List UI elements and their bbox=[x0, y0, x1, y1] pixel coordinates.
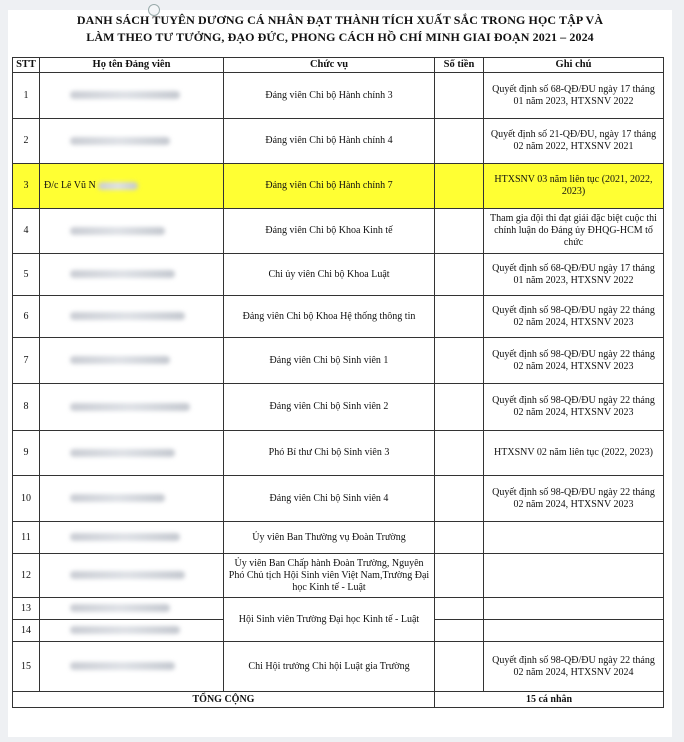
member-name: Đ/c Lê Vũ N bbox=[44, 179, 96, 191]
table-row bbox=[13, 476, 664, 522]
header-amount: Số tiền bbox=[435, 58, 484, 73]
cell-stt: 12 bbox=[13, 554, 40, 598]
redacted-name bbox=[70, 626, 180, 634]
cell-amount bbox=[435, 598, 484, 620]
cell-note: Quyết định số 21-QĐ/ĐU, ngày 17 tháng 02 năm 2022, HTXSNV 2021 bbox=[484, 119, 664, 164]
header-role: Chức vụ bbox=[224, 58, 435, 73]
table-row bbox=[13, 119, 664, 164]
cell-role: Đảng viên Chi bộ Hành chính 4 bbox=[224, 119, 435, 164]
cell-amount bbox=[435, 296, 484, 338]
redacted-name bbox=[70, 356, 170, 364]
cell-role-merged: Hội Sinh viên Trường Đại học Kinh tế - Luật bbox=[224, 598, 435, 642]
cell-amount bbox=[435, 522, 484, 554]
cell-stt: 10 bbox=[13, 476, 40, 522]
table-row bbox=[13, 338, 664, 384]
cell-role: Đảng viên Chi bộ Khoa Hệ thống thông tin bbox=[224, 296, 435, 338]
cell-name-redacted bbox=[40, 254, 224, 296]
cell-stt: 2 bbox=[13, 119, 40, 164]
cell-note: Quyết định số 98-QĐ/ĐU ngày 22 tháng 02 năm 2024, HTXSNV 2023 bbox=[484, 476, 664, 522]
redacted-name bbox=[70, 494, 165, 502]
document-sheet bbox=[8, 10, 672, 737]
title-line-2: LÀM THEO TƯ TƯỞNG, ĐẠO ĐỨC, PHONG CÁCH HỒ CHÍ MINH GIAI ĐOẠN 2021 – 2024 bbox=[86, 30, 594, 44]
cell-role: Đảng viên Chi bộ Sinh viên 1 bbox=[224, 338, 435, 384]
redacted-name bbox=[70, 270, 175, 278]
cell-stt: 7 bbox=[13, 338, 40, 384]
redacted-name bbox=[70, 604, 170, 612]
total-row bbox=[13, 692, 664, 708]
cell-stt: 9 bbox=[13, 431, 40, 476]
table-row bbox=[13, 254, 664, 296]
cell-name-redacted bbox=[40, 209, 224, 254]
cell-role: Đảng viên Chi bộ Hành chính 7 bbox=[224, 164, 435, 209]
redacted-name bbox=[70, 403, 190, 411]
cell-role: Đảng viên Chi bộ Sinh viên 2 bbox=[224, 384, 435, 431]
cell-role: Ủy viên Ban Chấp hành Đoàn Trường, Nguyên Phó Chủ tịch Hội Sinh viên Việt Nam,Trường Đại học Kinh tế - Luật bbox=[224, 554, 435, 598]
redacted-name bbox=[70, 227, 165, 235]
cell-name-redacted bbox=[40, 522, 224, 554]
commendation-table bbox=[12, 57, 664, 708]
redacted-name-suffix bbox=[98, 182, 138, 190]
cell-name-redacted bbox=[40, 73, 224, 119]
cell-name-redacted bbox=[40, 554, 224, 598]
cell-stt: 11 bbox=[13, 522, 40, 554]
cell-amount bbox=[435, 119, 484, 164]
cell-amount bbox=[435, 476, 484, 522]
redacted-name bbox=[70, 91, 180, 99]
cell-name-redacted bbox=[40, 119, 224, 164]
cell-role: Chi Hội trưởng Chi hội Luật gia Trường bbox=[224, 642, 435, 692]
cell-stt: 4 bbox=[13, 209, 40, 254]
cell-amount bbox=[435, 384, 484, 431]
cell-stt: 8 bbox=[13, 384, 40, 431]
cell-note bbox=[484, 554, 664, 598]
redacted-name bbox=[70, 662, 175, 670]
total-value: 15 cá nhân bbox=[435, 692, 664, 708]
cell-amount bbox=[435, 431, 484, 476]
cell-stt: 5 bbox=[13, 254, 40, 296]
table-row bbox=[13, 522, 664, 554]
table-row bbox=[13, 598, 664, 620]
cell-stt: 14 bbox=[13, 620, 40, 642]
cell-role: Ủy viên Ban Thường vụ Đoàn Trường bbox=[224, 522, 435, 554]
cell-amount bbox=[435, 209, 484, 254]
redacted-name bbox=[70, 312, 185, 320]
cell-note: Quyết định số 68-QĐ/ĐU ngày 17 tháng 01 năm 2023, HTXSNV 2022 bbox=[484, 73, 664, 119]
cell-name-redacted bbox=[40, 476, 224, 522]
cell-note: Quyết định số 98-QĐ/ĐU ngày 22 tháng 02 năm 2024, HTXSNV 2024 bbox=[484, 642, 664, 692]
cell-name-redacted bbox=[40, 642, 224, 692]
redacted-name bbox=[70, 137, 170, 145]
redacted-name bbox=[70, 533, 180, 541]
cell-stt: 3 bbox=[13, 164, 40, 209]
title-line-1: DANH SÁCH TUYÊN DƯƠNG CÁ NHÂN ĐẠT THÀNH TÍCH XUẤT SẮC TRONG HỌC TẬP VÀ bbox=[76, 13, 604, 27]
cell-role: Đảng viên Chi bộ Sinh viên 4 bbox=[224, 476, 435, 522]
table-row-highlighted bbox=[13, 164, 664, 209]
cell-amount bbox=[435, 254, 484, 296]
cell-role: Đảng viên Chi bộ Khoa Kinh tế bbox=[224, 209, 435, 254]
cell-name-redacted bbox=[40, 431, 224, 476]
cell-note: HTXSNV 03 năm liên tục (2021, 2022, 2023) bbox=[484, 164, 664, 209]
cell-amount bbox=[435, 164, 484, 209]
table-row bbox=[13, 209, 664, 254]
cell-amount bbox=[435, 620, 484, 642]
table-row bbox=[13, 384, 664, 431]
cell-note bbox=[484, 620, 664, 642]
cell-amount bbox=[435, 554, 484, 598]
cell-stt: 13 bbox=[13, 598, 40, 620]
cell-stt: 1 bbox=[13, 73, 40, 119]
cell-name-redacted bbox=[40, 384, 224, 431]
total-label: TỔNG CỘNG bbox=[13, 692, 435, 708]
table-header-row bbox=[13, 58, 664, 73]
table-row bbox=[13, 431, 664, 476]
redacted-name bbox=[70, 449, 175, 457]
cell-note: Quyết định số 98-QĐ/ĐU ngày 22 tháng 02 năm 2024, HTXSNV 2023 bbox=[484, 338, 664, 384]
cell-name-redacted bbox=[40, 296, 224, 338]
cell-note: Quyết định số 68-QĐ/ĐU ngày 17 tháng 01 năm 2023, HTXSNV 2022 bbox=[484, 254, 664, 296]
table-row bbox=[13, 73, 664, 119]
cell-amount bbox=[435, 338, 484, 384]
cell-note: HTXSNV 02 năm liên tục (2022, 2023) bbox=[484, 431, 664, 476]
redacted-name bbox=[70, 571, 185, 579]
cell-name-redacted bbox=[40, 598, 224, 620]
header-stt: STT bbox=[13, 58, 40, 73]
cell-amount bbox=[435, 73, 484, 119]
cell-stt: 6 bbox=[13, 296, 40, 338]
cell-role: Chi ủy viên Chi bộ Khoa Luật bbox=[224, 254, 435, 296]
cell-note: Tham gia đội thi đạt giải đặc biệt cuộc thi chính luận do Đảng ủy ĐHQG-HCM tổ chức bbox=[484, 209, 664, 254]
table-row bbox=[13, 642, 664, 692]
cell-stt: 15 bbox=[13, 642, 40, 692]
cell-role: Đảng viên Chi bộ Hành chính 3 bbox=[224, 73, 435, 119]
header-name: Họ tên Đảng viên bbox=[40, 58, 224, 73]
table-row bbox=[13, 554, 664, 598]
cell-note bbox=[484, 598, 664, 620]
cell-role: Phó Bí thư Chi bộ Sinh viên 3 bbox=[224, 431, 435, 476]
document-title bbox=[8, 12, 672, 46]
cell-name bbox=[40, 164, 224, 209]
cell-name-redacted bbox=[40, 338, 224, 384]
cell-name-redacted bbox=[40, 620, 224, 642]
cell-note: Quyết định số 98-QĐ/ĐU ngày 22 tháng 02 năm 2024, HTXSNV 2023 bbox=[484, 384, 664, 431]
cell-note: Quyết định số 98-QĐ/ĐU ngày 22 tháng 02 năm 2024, HTXSNV 2023 bbox=[484, 296, 664, 338]
table-row bbox=[13, 296, 664, 338]
header-note: Ghi chú bbox=[484, 58, 664, 73]
cell-amount bbox=[435, 642, 484, 692]
cell-note bbox=[484, 522, 664, 554]
